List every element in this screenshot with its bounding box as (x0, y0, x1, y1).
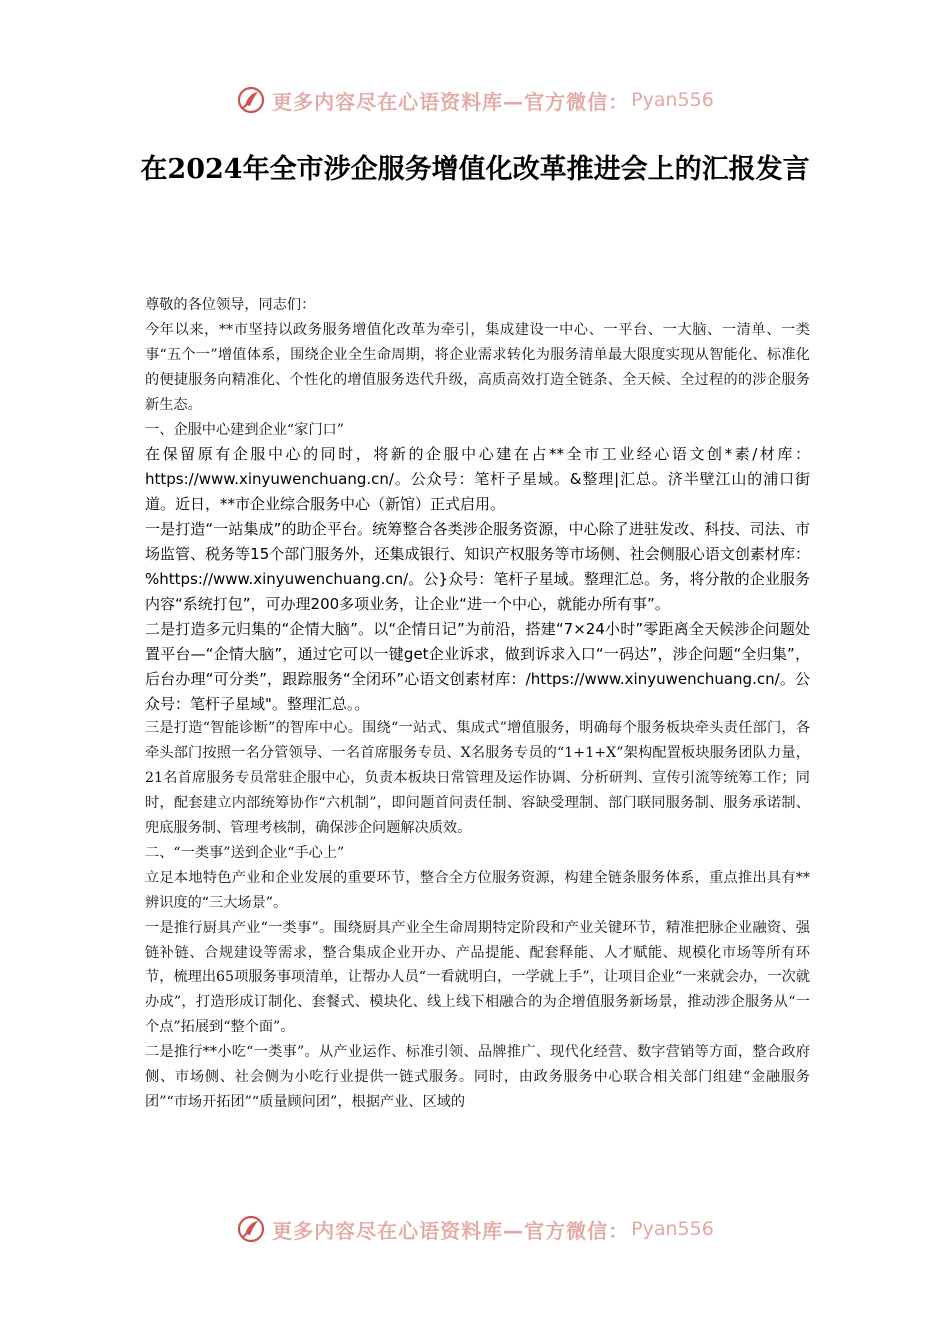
header-watermark (0, 80, 950, 120)
footer-watermark (0, 1209, 950, 1249)
paragraph: 一是打造“一站集成”的助企平台。统筹整合各类涉企服务资源，中心除了进驻发改、科技、司法、市场监管、税务等15个部门服务外，还集成银行、知识产权服务等市场侧、社会侧服心语文创素材库：%https://www.xinyuwenchuang.cn/。公}众号：笔杆子星域。整理汇总。务，将分散的企业服务内容“系统打包”，可办理200多项业务，让企业“进一个中心，就能办所有事”。 (145, 520, 810, 613)
paragraph: 在保留原有企服中心的同时，将新的企服中心建在占**全市工业经心语文创*素/材库：https://www.xinyuwenchuang.cn/。公众号：笔杆子星域。&整理|汇总。济半壁江山的浦口街道。近日，**市企业综合服务中心（新馆）正式启用。 (145, 445, 810, 514)
watermark-text: 更多内容尽在心语资料库—官方微信： (272, 89, 630, 114)
quill-logo-icon (236, 85, 266, 115)
paragraph-intro: 今年以来，**市坚持以政务服务增值化改革为牵引，集成建设一中心、一平台、一大脑、一清单、一类事“五个一”增值体系，围绕企业全生命周期，将企业需求转化为服务清单最大限度实现从智能化、标准化的便捷服务向精准化、个性化的增值服务迭代升级，高质高效打造全链条、全天候、全过程的的涉企服务新生态。 (145, 321, 810, 413)
paragraph: 立足本地特色产业和企业发展的重要环节，整合全方位服务资源，构建全链条服务体系，重点推出具有**辨识度的“三大场景”。 (145, 869, 810, 911)
section-heading-2: 二、“一类事”送到企业“手心上” (145, 844, 345, 861)
paragraph: 二是推行**小吃“一类事”。从产业运作、标准引领、品牌推广、现代化经营、数字营销等方面，整合政府侧、市场侧、社会侧为小吃行业提供一链式服务。同时，由政务服务中心联合相关部门组建“金融服务团”“市场开拓团”“质量顾问团”，根据产业、区域的 (145, 1044, 810, 1110)
watermark-wechat-id: Pyan556 (631, 89, 714, 111)
watermark-wechat-id: Pyan556 (631, 1218, 714, 1240)
paragraph: 二是打造多元归集的“企情大脑”。以“企情日记”为前沿，搭建“7×24小时”零距离全天候涉企问题处置平台—“企情大脑”，通过它可以一键get企业诉求，做到诉求入口“一码达”，涉企问题“全归集”，后台办理“可分类”，跟踪服务“全闭环”心语文创素材库：/https://www.xinyuwenchuang.cn/。公众号：笔杆子星域"。整理汇总。。 (145, 619, 810, 713)
watermark-text: 更多内容尽在心语资料库—官方微信： (272, 1218, 630, 1243)
section-heading-1: 一、企服中心建到企业“家门口” (145, 421, 344, 438)
paragraph: 三是打造“智能诊断”的智库中心。围绕“一站式、集成式”增值服务，明确每个服务板块牵头责任部门，各牵头部门按照一名分管领导、一名首席服务专员、X名服务专员的“1+1+X”架构配置板块服务团队力量，21名首席服务专员常驻企服中心，负责本板块日常管理及运作协调、分析研判、宣传引流等统筹工作；同时，配套建立内部统筹协作“六机制”，即问题首问责任制、容缺受理制、部门联同服务制、服务承诺制、兜底服务制、管理考核制，确保涉企问题解决质效。 (145, 720, 810, 837)
document-title: 在2024年全市涉企服务增值化改革推进会上的汇报发言 (140, 154, 810, 185)
document-body (145, 293, 810, 1115)
paragraph: 一是推行厨具产业“一类事”。围绕厨具产业全生命周期特定阶段和产业关键环节，精准把脉企业融资、强链补链、合规建设等需求，整合集成企业开办、产品提能、配套释能、人才赋能、规模化市场等所有环节，梳理出65项服务事项清单，让帮办人员“一看就明白，一学就上手”，让项目企业“一来就会办，一次就办成”，打造形成订制化、套餐式、模块化、线上线下相融合的为企增值服务新场景，推动涉企服务从“一个点”拓展到“整个面”。 (145, 919, 810, 1036)
quill-logo-icon (236, 1214, 266, 1244)
paragraph-salutation: 尊敬的各位领导，同志们： (145, 297, 316, 313)
